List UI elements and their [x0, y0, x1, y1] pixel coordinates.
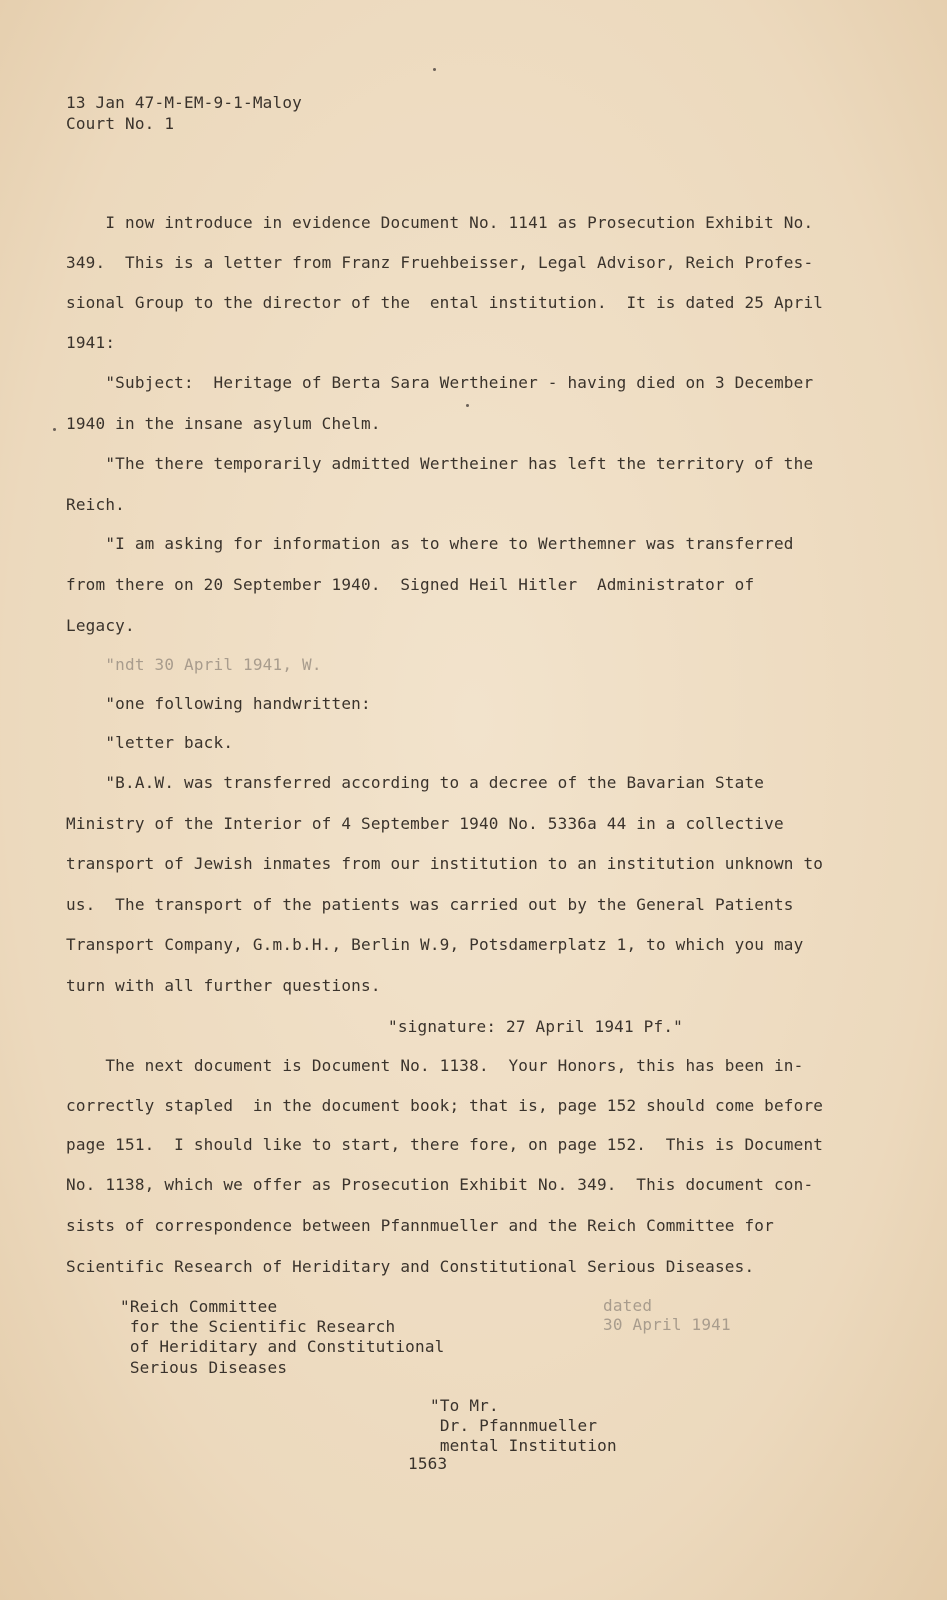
addressee-line: "To Mr.	[430, 1396, 499, 1415]
text-line: "ndt 30 April 1941, W.	[66, 655, 322, 674]
dated-label: dated	[603, 1296, 653, 1315]
text-line: "I am asking for information as to where to Werthemner was transferred	[66, 534, 794, 553]
text-line: No. 1138, which we offer as Prosecution Exhibit No. 349. This document con-	[66, 1175, 814, 1194]
text-line: from there on 20 September 1940. Signed Heil Hitler Administrator of	[66, 575, 755, 594]
text-line: "The there temporarily admitted Wertheiner has left the territory of the	[66, 454, 814, 473]
text-line: 349. This is a letter from Franz Fruehbeisser, Legal Advisor, Reich Profes-	[66, 253, 814, 272]
text-line: Ministry of the Interior of 4 September 1940 No. 5336a 44 in a collective	[66, 814, 784, 833]
court-number: Court No. 1	[66, 114, 175, 133]
text-line: "B.A.W. was transferred according to a decree of the Bavarian State	[66, 773, 765, 792]
text-line: sists of correspondence between Pfannmueller and the Reich Committee for	[66, 1216, 774, 1235]
paper-speck	[53, 428, 56, 431]
text-line: turn with all further questions.	[66, 976, 381, 995]
page-number: 1563	[408, 1454, 448, 1473]
letterhead-line: of Heriditary and Constitutional	[120, 1337, 445, 1356]
text-line: Scientific Research of Heriditary and Constitutional Serious Diseases.	[66, 1257, 755, 1276]
addressee-line: mental Institution	[430, 1436, 617, 1455]
text-line: "Subject: Heritage of Berta Sara Wertheiner - having died on 3 December	[66, 373, 814, 392]
text-line: us. The transport of the patients was carried out by the General Patients	[66, 895, 794, 914]
text-line: sional Group to the director of the ental institution. It is dated 25 April	[66, 293, 824, 312]
text-line: Transport Company, G.m.b.H., Berlin W.9, Potsdamerplatz 1, to which you may	[66, 935, 804, 954]
dated-value: 30 April 1941	[603, 1315, 731, 1334]
letterhead-line: Serious Diseases	[120, 1358, 288, 1377]
text-line: Legacy.	[66, 616, 135, 635]
text-line: page 151. I should like to start, there fore, on page 152. This is Document	[66, 1135, 824, 1154]
document-reference: 13 Jan 47-M-EM-9-1-Maloy	[66, 93, 302, 112]
text-line: 1940 in the insane asylum Chelm.	[66, 414, 381, 433]
text-line: 1941:	[66, 333, 116, 352]
letterhead-line: for the Scientific Research	[120, 1317, 396, 1336]
paper-speck	[466, 404, 469, 407]
signature-line: "signature: 27 April 1941 Pf."	[388, 1017, 683, 1036]
paper-speck	[433, 68, 436, 71]
text-line: I now introduce in evidence Document No. 1141 as Prosecution Exhibit No.	[66, 213, 814, 232]
text-line: Reich.	[66, 495, 125, 514]
text-line: The next document is Document No. 1138. Your Honors, this has been in-	[66, 1056, 804, 1075]
text-line: correctly stapled in the document book; that is, page 152 should come before	[66, 1096, 824, 1115]
text-line: "letter back.	[66, 733, 234, 752]
text-line: transport of Jewish inmates from our institution to an institution unknown to	[66, 854, 824, 873]
letterhead-line: "Reich Committee	[120, 1297, 278, 1316]
text-line: "one following handwritten:	[66, 694, 371, 713]
addressee-line: Dr. Pfannmueller	[430, 1416, 598, 1435]
